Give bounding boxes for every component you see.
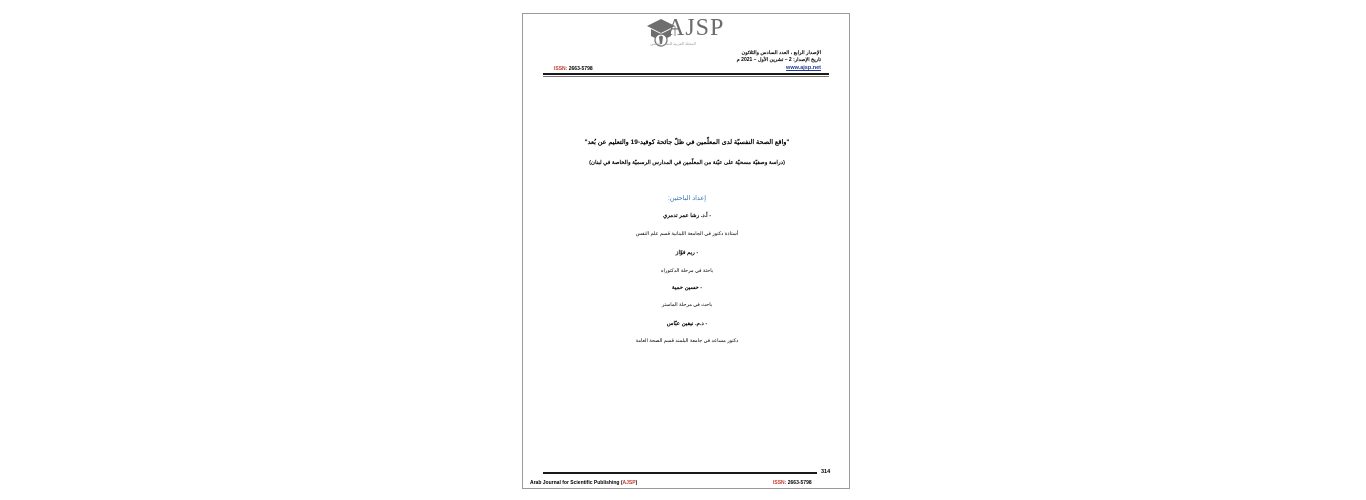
header-issn (554, 66, 593, 72)
author-affiliation: باحثة في مرحلة الدكتوراه (660, 268, 714, 274)
article-subtitle: (دراسة وصفيّة مسحيّة على عيّنة من المعلّمين في المدارس الرسميّة والخاصة في لبنان) (589, 160, 785, 166)
paper-page (522, 13, 850, 489)
author-affiliation: دكتور مساعد في جامعة البلمند قسم الصحة العامة (635, 338, 739, 344)
issue-line: الإصدار الرابع ، العدد السادس والثلاثون (741, 50, 821, 56)
header-rule (543, 73, 829, 75)
issn-label: ISSN: (773, 480, 787, 486)
issn-value: 2663-5798 (787, 480, 812, 486)
author-affiliation: باحث في مرحلة الماستر (661, 302, 713, 308)
journal-close: ) (635, 480, 638, 486)
article-title: "واقع الصحة النفسيّة لدى المعلّمين في ظلّ جائحة كوفيد-19 والتعليم عن بُعد" (584, 139, 790, 146)
prepared-by-heading: إعداد الباحثين: (667, 195, 707, 202)
author-name: - ريم فوّاز (675, 250, 699, 256)
author-name: - حسين حمية (671, 285, 703, 291)
issn-value: 2663-5798 (568, 66, 593, 72)
footer-rule (543, 472, 817, 474)
footer-journal-name (530, 480, 637, 486)
author-name: - د.م. نيفين عبّاس (666, 321, 708, 327)
logo-text: AJSP (667, 15, 725, 41)
author-name: - أ.د. رشا عمر تدمري (662, 213, 712, 219)
journal-url-link[interactable]: www.ajsp.net (786, 65, 821, 71)
footer-issn (773, 480, 812, 486)
page-number: 314 (821, 469, 831, 475)
issn-label: ISSN: (554, 66, 568, 72)
author-affiliation: أستاذة دكتور في الجامعة اللبنانية قسم علم النفس (635, 231, 739, 237)
journal-abbr: AJSP (622, 480, 636, 486)
journal-name: Arab Journal for Scientific Publishing ( (530, 480, 623, 486)
logo-subtitle: المجلة العربية للنشر العلمي (650, 41, 696, 46)
header-rule-thin (543, 76, 829, 77)
date-line: تاريخ الإصدار: 2 – تشرين الأول – 2021 م (736, 57, 821, 63)
